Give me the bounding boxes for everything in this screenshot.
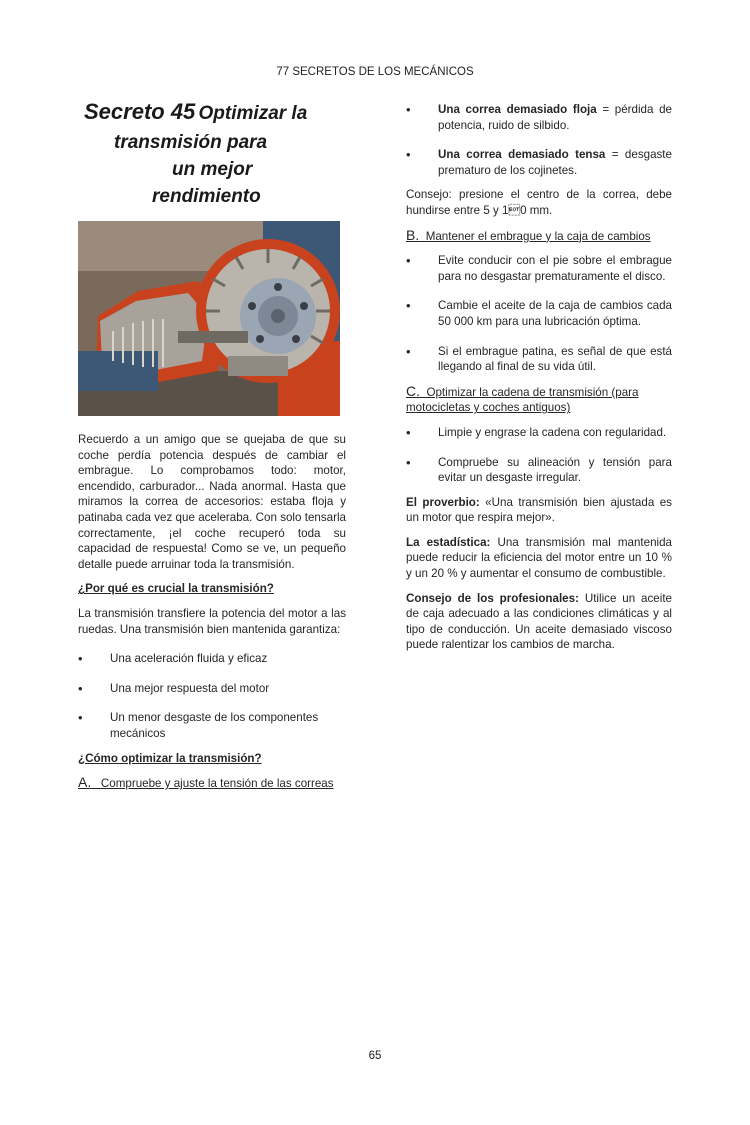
list-item: • Un menor desgaste de los componentes mecánicos	[78, 710, 319, 740]
running-header: 77 SECRETOS DE LOS MECÁNICOS	[276, 66, 474, 78]
right-column	[406, 102, 672, 653]
list-item: • Evite conducir con el pie sobre el embrague para no desgastar prematuramente el disco.	[406, 253, 672, 283]
title-line-2: transmisión para	[114, 132, 268, 153]
secret-number: Secreto 45	[84, 99, 196, 124]
left-column	[78, 98, 346, 792]
how-heading: ¿Cómo optimizar la transmisión?	[78, 751, 262, 765]
list-item: • Compruebe su alineación y tensión para evitar un desgaste irregular.	[406, 454, 672, 485]
why-paragraph: La transmisión transfiere la potencia del motor a las ruedas. Una transmisión bien mantenida garantiza:	[78, 606, 346, 636]
title-line-3: un mejor	[172, 159, 253, 180]
list-item: • Cambie el aceite de la caja de cambios cada 50 000 km para una lubricación óptima.	[406, 298, 672, 328]
list-item: • Una correa demasiado floja = pérdida de potencia, ruido de silbido.	[406, 102, 672, 132]
why-heading: ¿Por qué es crucial la transmisión?	[78, 582, 274, 596]
title-line-4: rendimiento	[152, 186, 261, 207]
title-line-1: Optimizar la	[198, 103, 308, 124]
pro-tip-paragraph: Consejo de los profesionales: Utilice un aceite de caja adecuado a las condiciones climáticas y al tipo de conducción. Un aceite demasiado viscoso puede ralentizar los cambios de marcha.	[406, 591, 672, 652]
intro-paragraph: Recuerdo a un amigo que se quejaba de que su coche perdía potencia después de cambiar el embrague. Lo comprobamos todo: motor, encendido, carburador... Nada anormal. Hasta que miramos la correa de accesorios: estaba floja y patinaba cada vez que aceleraba. Con solo tensarla correctamente, ¡el coche recuperó toda su capacidad de respuesta! Como se ve, un pequeño detalle puede arruinar toda la transmisión.	[78, 433, 346, 571]
list-item: • Una correa demasiado tensa = desgaste prematuro de los cojinetes.	[406, 147, 672, 177]
section-c-heading: C. Optimizar la cadena de transmisión (para motocicletas y coches antiguos)	[406, 382, 639, 415]
belt-tip: Consejo: presione el centro de la correa, debe hundirse entre 5 y 10 mm.	[406, 188, 672, 217]
page-title	[78, 98, 346, 210]
list-item: • Limpie y engrase la cadena con regularidad.	[406, 424, 667, 440]
transmission-cutaway-photo	[78, 221, 340, 416]
statistic-paragraph: La estadística: Una transmisión mal mantenida puede reducir la eficiencia del motor entre un 10 % y un 20 % y aumentar el consumo de combustible.	[406, 535, 672, 581]
list-item: • Si el embrague patina, es señal de que está llegando al final de su vida útil.	[406, 343, 672, 374]
list-item: • Una aceleración fluida y eficaz	[78, 651, 268, 667]
section-b-heading: B. Mantener el embrague y la caja de cambios	[406, 226, 651, 243]
list-item: • Una mejor respuesta del motor	[78, 680, 270, 696]
page-number: 65	[368, 1050, 382, 1062]
proverb-paragraph: El proverbio: «Una transmisión bien ajustada es un motor que respira mejor».	[406, 495, 672, 525]
section-a-heading: A. Compruebe y ajuste la tensión de las correas	[78, 774, 334, 791]
